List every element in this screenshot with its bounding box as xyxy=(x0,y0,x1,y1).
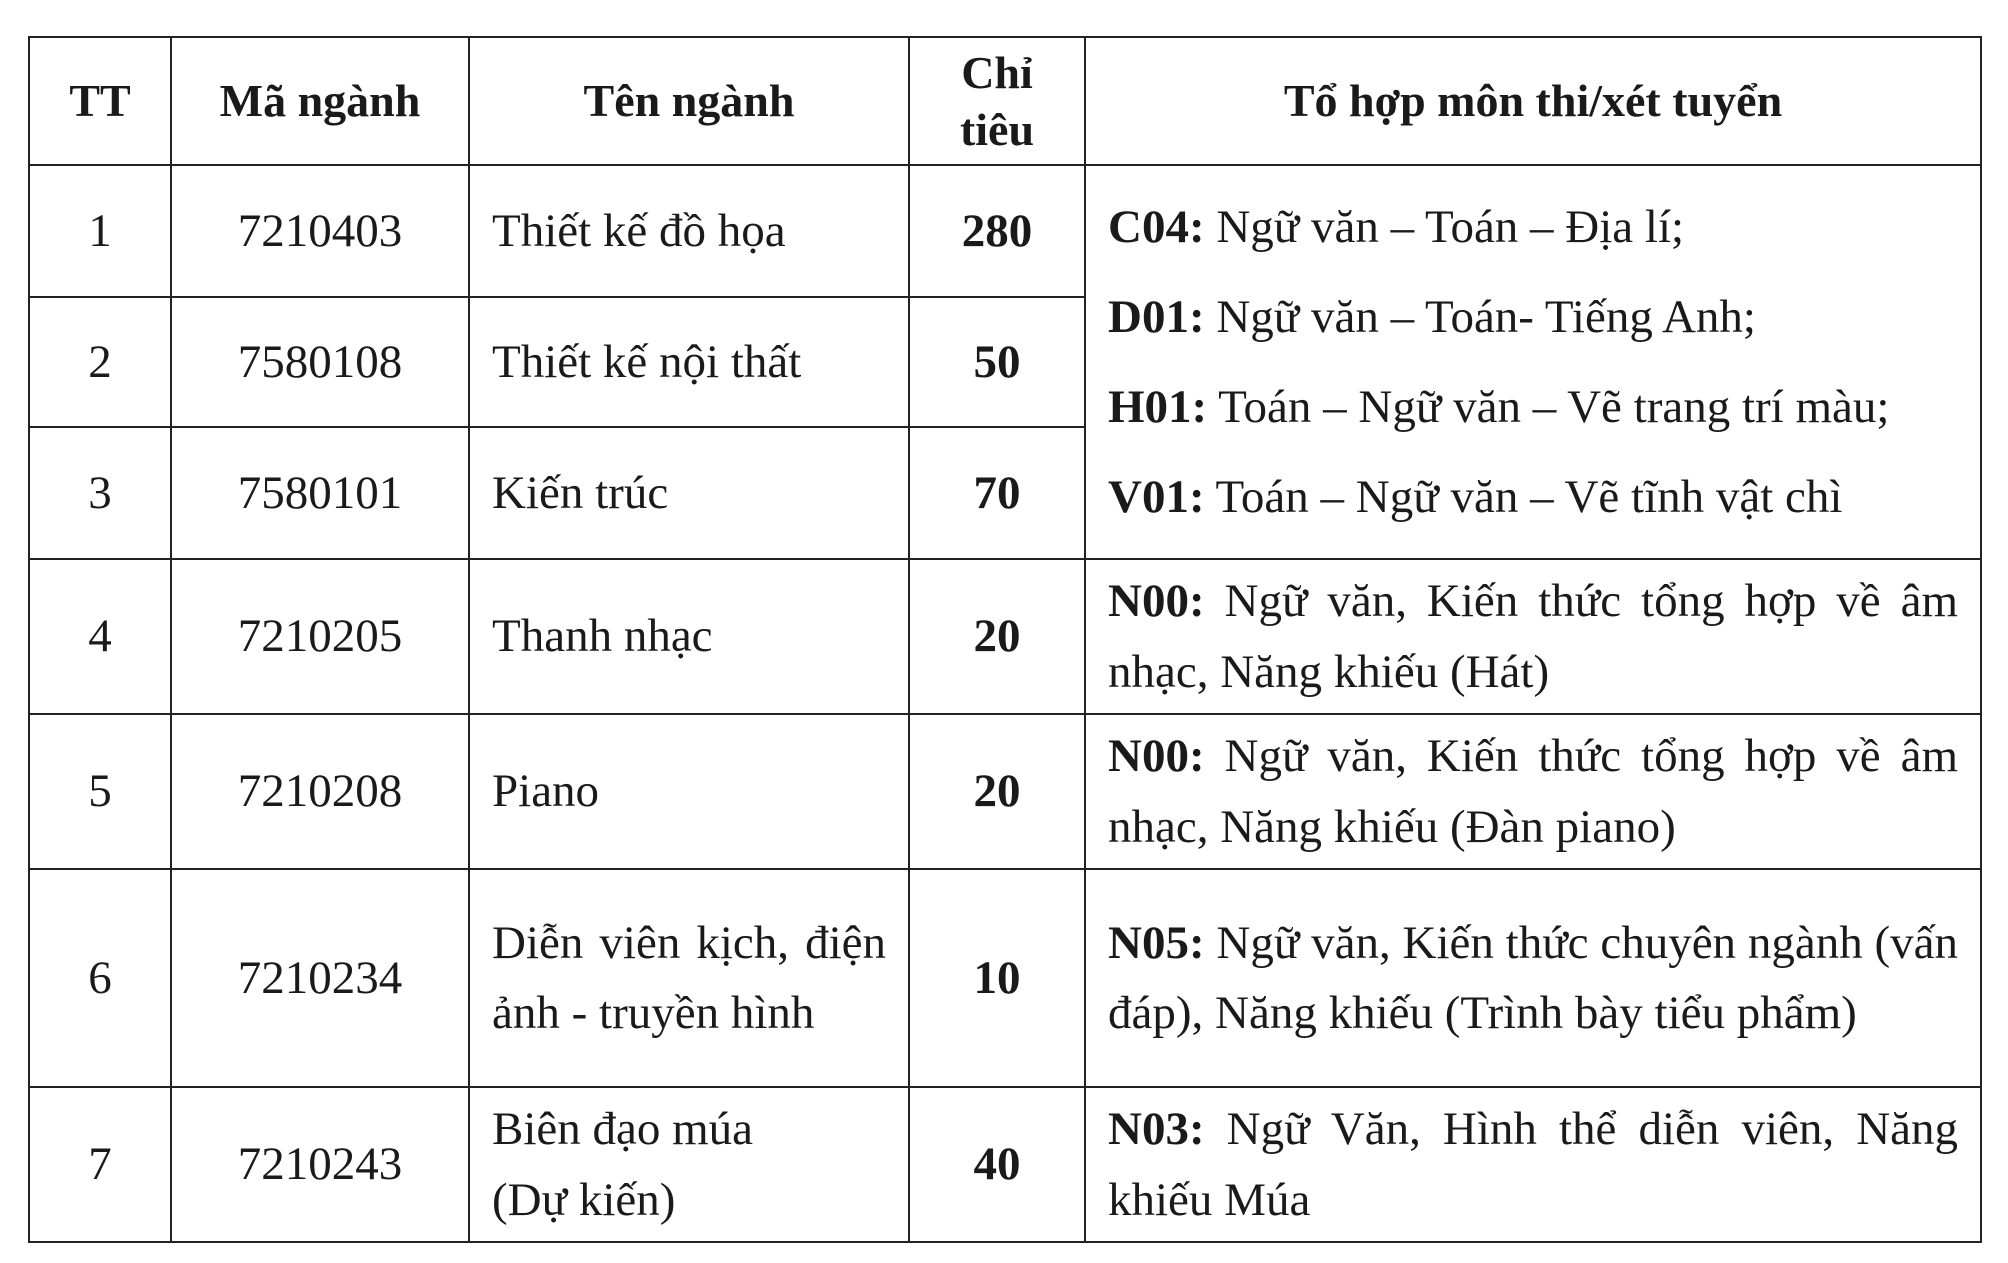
combo-subjects: Ngữ văn, Kiến thức tổng hợp về âm nhạc, Năng khiếu (Đàn piano) xyxy=(1108,730,1958,853)
combo-code: H01: xyxy=(1108,381,1208,433)
cell-code: 7580101 xyxy=(171,427,469,559)
cell-code: 7210205 xyxy=(171,559,469,714)
combo-subjects: Toán – Ngữ văn – Vẽ tĩnh vật chì xyxy=(1215,471,1843,524)
table-row xyxy=(29,165,1981,297)
table-row xyxy=(29,559,1981,714)
cell-name: Diễn viên kịch, điện ảnh - truyền hình xyxy=(469,869,909,1087)
header-combo: Tổ hợp môn thi/xét tuyển xyxy=(1085,37,1981,165)
header-row xyxy=(29,37,1981,165)
cell-code: 7210208 xyxy=(171,714,469,869)
cell-tt: 1 xyxy=(29,165,171,297)
combo-code: N00: xyxy=(1108,575,1205,627)
combo-code: D01: xyxy=(1108,290,1205,343)
combo-subjects: Ngữ văn, Kiến thức chuyên ngành (vấn đáp), Năng khiếu (Trình bày tiểu phẩm) xyxy=(1108,916,1959,1039)
combo-subjects: Toán – Ngữ văn – Vẽ trang trí màu; xyxy=(1218,381,1890,433)
table-body xyxy=(29,165,1981,1242)
cell-shared-combos xyxy=(1085,165,1981,559)
cell-tt: 2 xyxy=(29,297,171,427)
table-header xyxy=(29,37,1981,165)
cell-name: Thanh nhạc xyxy=(469,559,909,714)
header-quota-line2: tiêu xyxy=(959,104,1035,155)
cell-code: 7210403 xyxy=(171,165,469,297)
header-code: Mã ngành xyxy=(171,37,469,165)
combo-line xyxy=(1108,362,1958,452)
admission-table xyxy=(28,36,1982,1243)
combo-code: N05: xyxy=(1108,916,1205,969)
cell-tt: 3 xyxy=(29,427,171,559)
cell-tt: 7 xyxy=(29,1087,171,1242)
cell-name: Kiến trúc xyxy=(469,427,909,559)
cell-quota: 20 xyxy=(909,559,1085,714)
cell-quota: 20 xyxy=(909,714,1085,869)
combo-subjects: Ngữ Văn, Hình thể diễn viên, Năng khiếu Múa xyxy=(1108,1103,1959,1226)
combo-subjects: Ngữ văn, Kiến thức tổng hợp về âm nhạc, Năng khiếu (Hát) xyxy=(1108,575,1958,698)
cell-combo xyxy=(1085,714,1981,869)
cell-name xyxy=(469,1087,909,1242)
cell-quota: 10 xyxy=(909,869,1085,1087)
combo-code: N03: xyxy=(1108,1103,1205,1155)
cell-quota: 50 xyxy=(909,297,1085,427)
cell-tt: 5 xyxy=(29,714,171,869)
cell-name: Thiết kế đồ họa xyxy=(469,165,909,297)
header-name: Tên ngành xyxy=(469,37,909,165)
combo-subjects: Ngữ văn – Toán – Địa lí; xyxy=(1216,200,1685,253)
table-row xyxy=(29,1087,1981,1242)
combo-code: V01: xyxy=(1108,471,1205,524)
cell-code: 7210234 xyxy=(171,869,469,1087)
cell-name-line2: (Dự kiến) xyxy=(492,1173,676,1226)
cell-quota: 70 xyxy=(909,427,1085,559)
combo-line xyxy=(1108,452,1958,542)
cell-code: 7210243 xyxy=(171,1087,469,1242)
cell-code: 7580108 xyxy=(171,297,469,427)
table-row xyxy=(29,714,1981,869)
cell-combo xyxy=(1085,559,1981,714)
cell-tt: 4 xyxy=(29,559,171,714)
cell-quota: 280 xyxy=(909,165,1085,297)
cell-combo xyxy=(1085,1087,1981,1242)
document-page xyxy=(28,36,1980,1243)
combo-code: C04: xyxy=(1108,200,1205,253)
cell-name: Piano xyxy=(469,714,909,869)
header-quota xyxy=(909,37,1085,165)
cell-quota: 40 xyxy=(909,1087,1085,1242)
header-quota-line1: Chỉ xyxy=(961,46,1033,98)
combo-line xyxy=(1108,272,1958,362)
cell-name-line1: Biên đạo múa xyxy=(492,1103,754,1155)
cell-tt: 6 xyxy=(29,869,171,1087)
combo-line xyxy=(1108,182,1958,272)
cell-name: Thiết kế nội thất xyxy=(469,297,909,427)
header-tt: TT xyxy=(29,37,171,165)
cell-combo xyxy=(1085,869,1981,1087)
combo-code: N00: xyxy=(1108,730,1205,782)
combo-subjects: Ngữ văn – Toán- Tiếng Anh; xyxy=(1216,290,1756,343)
table-row xyxy=(29,869,1981,1087)
